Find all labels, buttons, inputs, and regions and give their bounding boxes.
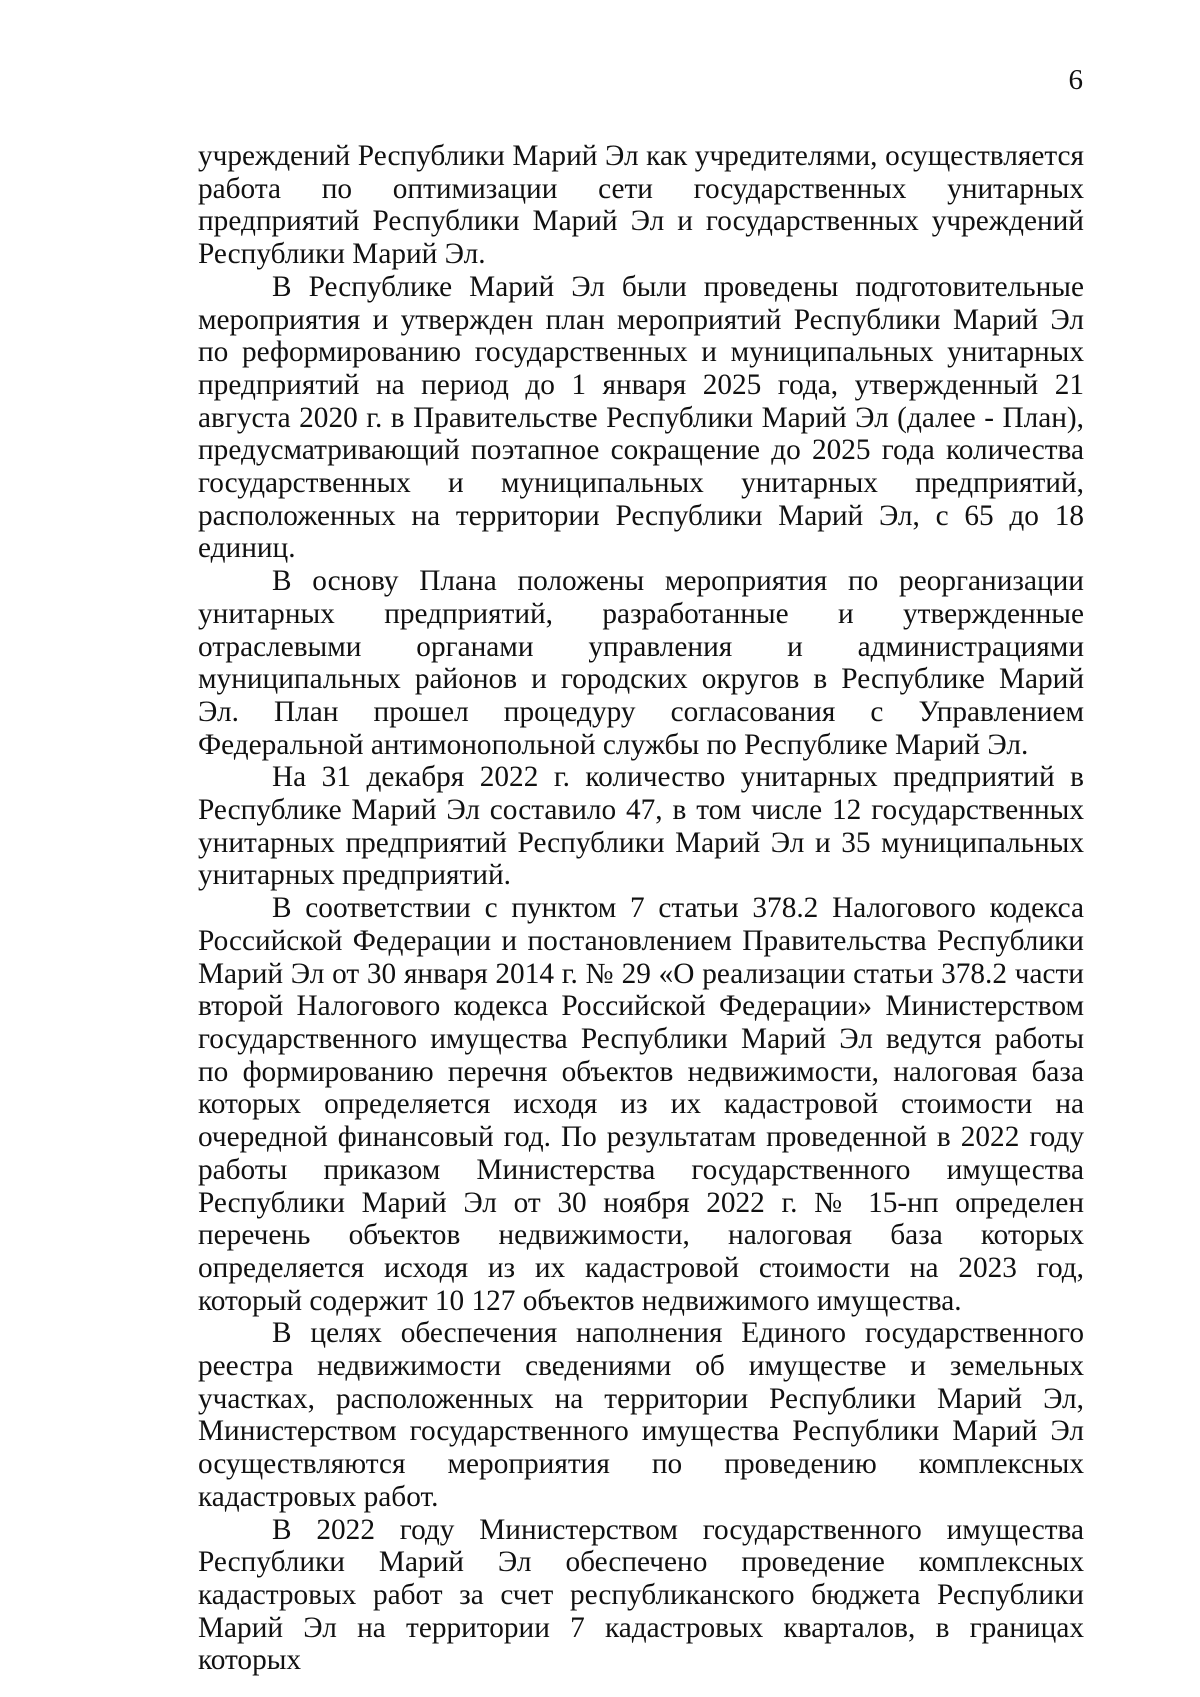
- paragraph-registry: В целях обеспечения наполнения Единого государственного реестра недвижимости сведениями об имуществе и земельных участках, расположенных на территории Республики Марий Эл, Министерством государственного имущества Республики Марий Эл осуществляются мероприятия по проведению комплексных кадастровых работ.: [198, 1317, 1084, 1513]
- document-body: [198, 140, 1084, 1677]
- paragraph-cadastral-works: В 2022 году Министерством государственного имущества Республики Марий Эл обеспечено проведение комплексных кадастровых работ за счет республиканского бюджета Республики Марий Эл на территории 7 кадастровых кварталов, в границах которых: [198, 1513, 1084, 1677]
- paragraph-tax-code: В соответствии с пунктом 7 статьи 378.2 Налогового кодекса Российской Федерации и постановлением Правительства Республики Марий Эл от 30 января 2014 г. № 29 «О реализации статьи 378.2 части второй Налогового кодекса Российской Федерации» Министерством государственного имущества Республики Марий Эл ведутся работы по формированию перечня объектов недвижимости, налоговая база которых определяется исходя из их кадастровой стоимости на очередной финансовый год. По результатам проведенной в 2022 году работы приказом Министерства государственного имущества Республики Марий Эл от 30 ноября 2022 г. № 15-нп определен перечень объектов недвижимости, налоговая база которых определяется исходя из их кадастровой стоимости на 2023 год, который содержит 10 127 объектов недвижимого имущества.: [198, 892, 1084, 1317]
- paragraph-continuation: учреждений Республики Марий Эл как учредителями, осуществляется работа по оптимизации сети государственных унитарных предприятий Республики Марий Эл и государственных учреждений Республики Марий Эл.: [198, 140, 1084, 271]
- paragraph-reform-plan: В Республике Марий Эл были проведены подготовительные мероприятия и утвержден план мероприятий Республики Марий Эл по реформированию государственных и муниципальных унитарных предприятий на период до 1 января 2025 года, утвержденный 21 августа 2020 г. в Правительстве Республики Марий Эл (далее - План), предусматривающий поэтапное сокращение до 2025 года количества государственных и муниципальных унитарных предприятий, расположенных на территории Республики Марий Эл, с 65 до 18 единиц.: [198, 270, 1084, 565]
- paragraph-enterprise-count: На 31 декабря 2022 г. количество унитарных предприятий в Республике Марий Эл составило 47, в том числе 12 государственных унитарных предприятий Республики Марий Эл и 35 муниципальных унитарных предприятий.: [198, 761, 1084, 892]
- paragraph-plan-basis: В основу Плана положены мероприятия по реорганизации унитарных предприятий, разработанные и утвержденные отраслевыми органами управления и администрациями муниципальных районов и городских округов в Республике Марий Эл. План прошел процедуру согласования с Управлением Федеральной антимонопольной службы по Республике Марий Эл.: [198, 565, 1084, 761]
- page-number: 6: [1068, 64, 1083, 96]
